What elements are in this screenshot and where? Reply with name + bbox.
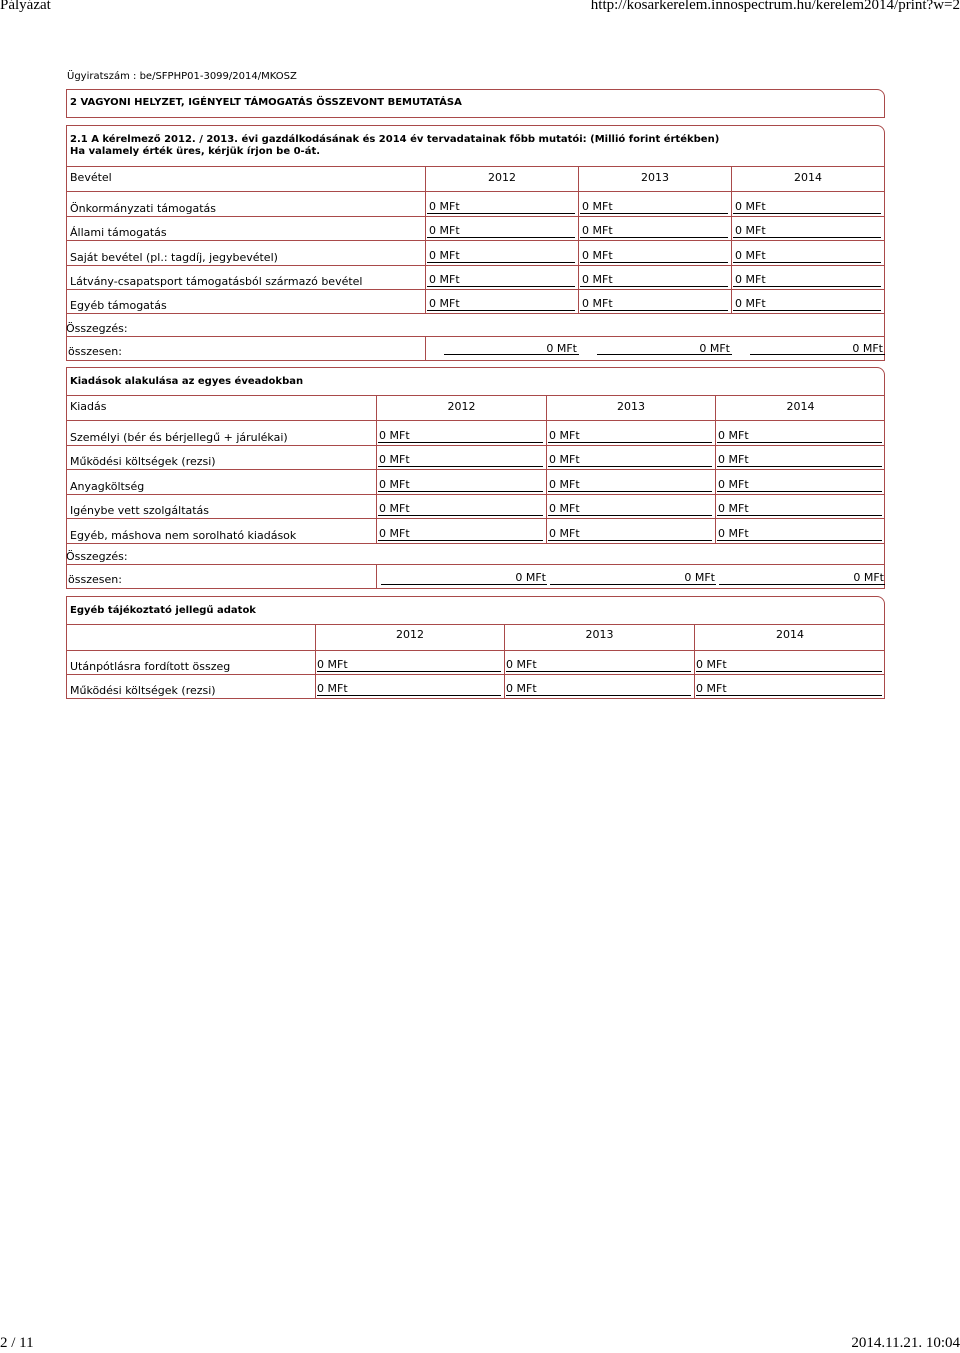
expenses-header-2012: 2012 [447,400,476,413]
revenue-row-label: Egyéb támogatás [70,299,167,312]
expenses-header-label: Kiadás [70,400,107,413]
revenue-value-2014[interactable]: 0 MFt [735,200,766,213]
expenses-header-2014: 2014 [786,400,815,413]
revenue-total-2012: 0 MFt [546,342,577,355]
expenses-value-2014[interactable]: 0 MFt [718,429,749,442]
expenses-value-2013[interactable]: 0 MFt [549,453,580,466]
expenses-value-2013[interactable]: 0 MFt [549,429,580,442]
other-row-label: Működési költségek (rezsi) [70,684,216,697]
subsection-heading [70,134,719,158]
revenue-summary-label: Összegzés: [66,322,128,335]
other-header-2012: 2012 [396,628,424,641]
revenue-header-2012: 2012 [488,171,516,184]
revenue-value-2014[interactable]: 0 MFt [735,224,766,237]
print-header-title: Pályázat [0,0,51,13]
revenue-value-2012[interactable]: 0 MFt [429,224,460,237]
revenue-value-2012[interactable]: 0 MFt [429,249,460,262]
expenses-value-2012[interactable]: 0 MFt [379,429,410,442]
revenue-value-2013[interactable]: 0 MFt [582,200,613,213]
page-number: 2 / 11 [0,1335,34,1351]
revenue-total-label: összesen: [68,345,122,358]
expenses-value-2014[interactable]: 0 MFt [718,527,749,540]
expenses-row-label: Működési költségek (rezsi) [70,455,216,468]
revenue-value-2012[interactable]: 0 MFt [429,297,460,310]
expenses-summary-label: Összegzés: [66,550,128,563]
print-datetime: 2014.11.21. 10:04 [851,1335,960,1351]
revenue-value-2012[interactable]: 0 MFt [429,273,460,286]
revenue-value-2013[interactable]: 0 MFt [582,273,613,286]
revenue-row-label: Látvány-csapatsport támogatásból származó bevétel [70,275,363,288]
print-header-url: http://kosarkerelem.innospectrum.hu/kerelem2014/print?w=2 [590,0,960,13]
revenue-value-2013[interactable]: 0 MFt [582,297,613,310]
section-title: 2 VAGYONI HELYZET, IGÉNYELT TÁMOGATÁS ÖSSZEVONT BEMUTATÁSA [70,97,462,108]
revenue-value-2013[interactable]: 0 MFt [582,249,613,262]
revenue-row-label: Állami támogatás [70,226,167,239]
other-value-2013[interactable]: 0 MFt [506,682,537,695]
subsection-line2: Ha valamely érték üres, kérjük írjon be 0-át. [70,146,321,157]
revenue-row-label: Saját bevétel (pl.: tagdíj, jegybevétel) [70,251,278,264]
other-info-title: Egyéb tájékoztató jellegű adatok [70,605,256,616]
expenses-total-label: összesen: [68,573,122,586]
revenue-value-2014[interactable]: 0 MFt [735,273,766,286]
revenue-value-2014[interactable]: 0 MFt [735,249,766,262]
revenue-row-label: Önkormányzati támogatás [70,202,216,215]
other-row-label: Utánpótlásra fordított összeg [70,660,231,673]
expenses-value-2013[interactable]: 0 MFt [549,502,580,515]
other-header-2013: 2013 [585,628,614,641]
revenue-total-2013: 0 MFt [699,342,730,355]
expenses-value-2014[interactable]: 0 MFt [718,502,749,515]
expenses-value-2014[interactable]: 0 MFt [718,453,749,466]
other-value-2014[interactable]: 0 MFt [696,658,727,671]
expenses-title: Kiadások alakulása az egyes éveadokban [70,376,304,387]
other-value-2012[interactable]: 0 MFt [317,658,348,671]
revenue-total-2014: 0 MFt [852,342,883,355]
expenses-total-2013: 0 MFt [684,571,715,584]
other-value-2014[interactable]: 0 MFt [696,682,727,695]
expenses-total-2012: 0 MFt [515,571,546,584]
other-header-2014: 2014 [776,628,804,641]
revenue-value-2014[interactable]: 0 MFt [735,297,766,310]
other-value-2012[interactable]: 0 MFt [317,682,348,695]
expenses-value-2012[interactable]: 0 MFt [379,527,410,540]
expenses-header-2013: 2013 [617,400,645,413]
revenue-header-2013: 2013 [641,171,669,184]
revenue-header-2014: 2014 [794,171,822,184]
expenses-row-label: Egyéb, máshova nem sorolható kiadások [70,529,297,542]
expenses-row-label: Személyi (bér és bérjellegű + járulékai) [70,431,288,444]
subsection-line1: 2.1 A kérelmező 2012. / 2013. évi gazdálkodásának és 2014 év tervadatainak főbb mutatói: (Millió forint értékben) [70,134,720,145]
other-value-2013[interactable]: 0 MFt [506,658,537,671]
revenue-value-2013[interactable]: 0 MFt [582,224,613,237]
revenue-value-2012[interactable]: 0 MFt [429,200,460,213]
revenue-frame [66,125,885,361]
expenses-value-2012[interactable]: 0 MFt [379,478,410,491]
expenses-row-label: Anyagköltség [70,480,145,493]
expenses-value-2014[interactable]: 0 MFt [718,478,749,491]
expenses-value-2013[interactable]: 0 MFt [549,478,580,491]
expenses-value-2012[interactable]: 0 MFt [379,453,410,466]
revenue-header-label: Bevétel [70,171,112,184]
expenses-value-2013[interactable]: 0 MFt [549,527,580,540]
expenses-value-2012[interactable]: 0 MFt [379,502,410,515]
expenses-total-2014: 0 MFt [853,571,884,584]
document-id: Ügyiratszám : be/SFPHP01-3099/2014/MKOSZ [67,71,297,82]
expenses-row-label: Igénybe vett szolgáltatás [70,504,210,517]
